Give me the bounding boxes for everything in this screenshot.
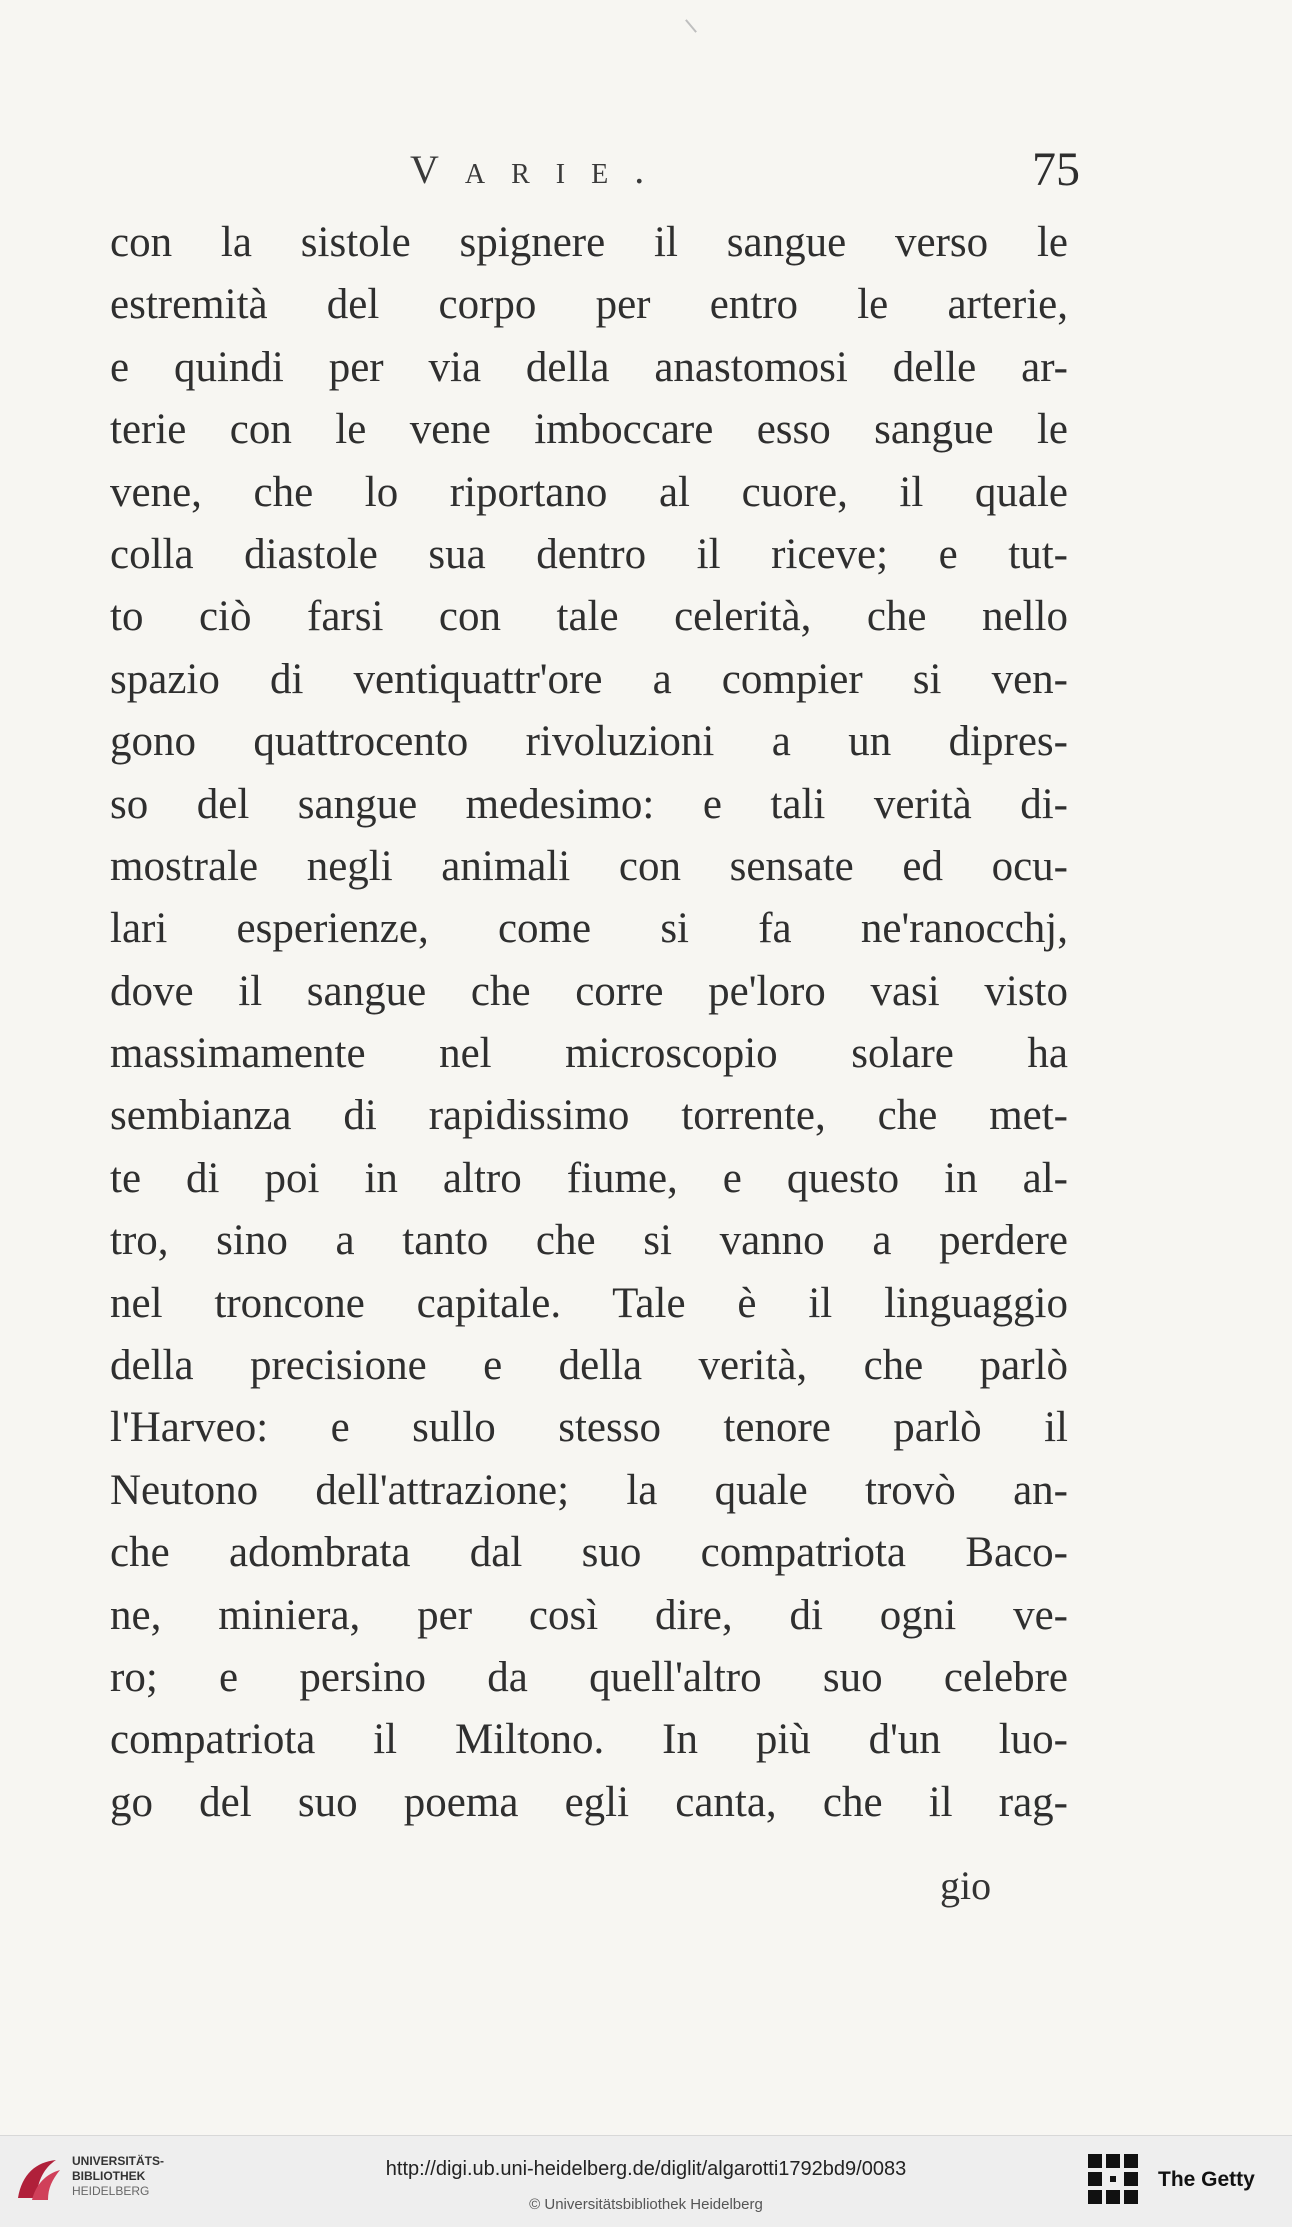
text-line: con la sistole spignere il sangue verso le (110, 219, 1068, 266)
text-line: ne, miniera, per così dire, di ogni ve- (110, 1591, 1068, 1639)
text-line: to ciò farsi con tale celerità, che nello (110, 593, 1068, 641)
text-line: che adombrata dal suo compatriota Baco- (110, 1529, 1068, 1577)
text-line: spazio di ventiquattr'ore a compier si ven- (110, 655, 1068, 703)
viewer-footer (0, 2135, 1292, 2227)
text-line: Neutono dell'attrazione; la quale trovò an- (110, 1466, 1068, 1514)
getty-logo[interactable] (1084, 2150, 1274, 2214)
ub-logo-line: BIBLIOTHEK (72, 2169, 146, 2183)
text-line: della precisione e della verità, che parlò (110, 1342, 1068, 1390)
text-line: sembianza di rapidissimo torrente, che met- (110, 1092, 1068, 1140)
running-head (110, 143, 1080, 206)
text-line: l'Harveo: e sullo stesso tenore parlò il (110, 1404, 1068, 1452)
text-line: massimamente nel microscopio solare ha (110, 1030, 1068, 1078)
ub-logo-line: UNIVERSITÄTS- (72, 2154, 165, 2168)
catchword: gio (940, 1863, 992, 1908)
text-line: nel troncone capitale. Tale è il linguaggio (110, 1279, 1068, 1327)
ub-logo-line: HEIDELBERG (72, 2184, 150, 2198)
text-line: compatriota il Miltono. In più d'un luo- (110, 1716, 1068, 1764)
text-line: vene, che lo riportano al cuore, il quale (110, 468, 1068, 516)
running-title: Varie. (410, 147, 671, 192)
text-line: lari esperienze, come si fa ne'ranocchj, (110, 905, 1068, 953)
permalink-url[interactable]: http://digi.ub.uni-heidelberg.de/diglit/algarotti1792bd9/0083 (385, 2158, 907, 2180)
crop-mark (685, 19, 697, 33)
copyright-notice: © Universitätsbibliothek Heidelberg (529, 2196, 763, 2213)
text-line: dove il sangue che corre pe'loro vasi visto (110, 967, 1068, 1015)
getty-logo-icon (1084, 2150, 1144, 2210)
getty-name: The Getty (1158, 2168, 1255, 2191)
text-line: so del sangue medesimo: e tali verità di- (110, 780, 1068, 828)
text-line: estremità del corpo per entro le arterie, (110, 281, 1068, 329)
text-line: te di poi in altro fiume, e questo in al- (110, 1154, 1068, 1202)
text-line: ro; e persino da quell'altro suo celebre (110, 1653, 1068, 1701)
text-line: terie con le vene imboccare esso sangue le (110, 406, 1068, 454)
text-line: gono quattrocento rivoluzioni a un dipres- (110, 718, 1068, 766)
text-line: go del suo poema egli canta, che il rag- (110, 1778, 1068, 1826)
text-line: colla diastole sua dentro il riceve; e tut- (110, 530, 1068, 578)
text-line: mostrale negli animali con sensate ed ocu- (110, 842, 1068, 890)
text-line: e quindi per via della anastomosi delle ar- (110, 343, 1068, 391)
body-text (110, 212, 1068, 1834)
text-line: tro, sino a tanto che si vanno a perdere (110, 1217, 1068, 1265)
page-number: 75 (1032, 143, 1080, 196)
